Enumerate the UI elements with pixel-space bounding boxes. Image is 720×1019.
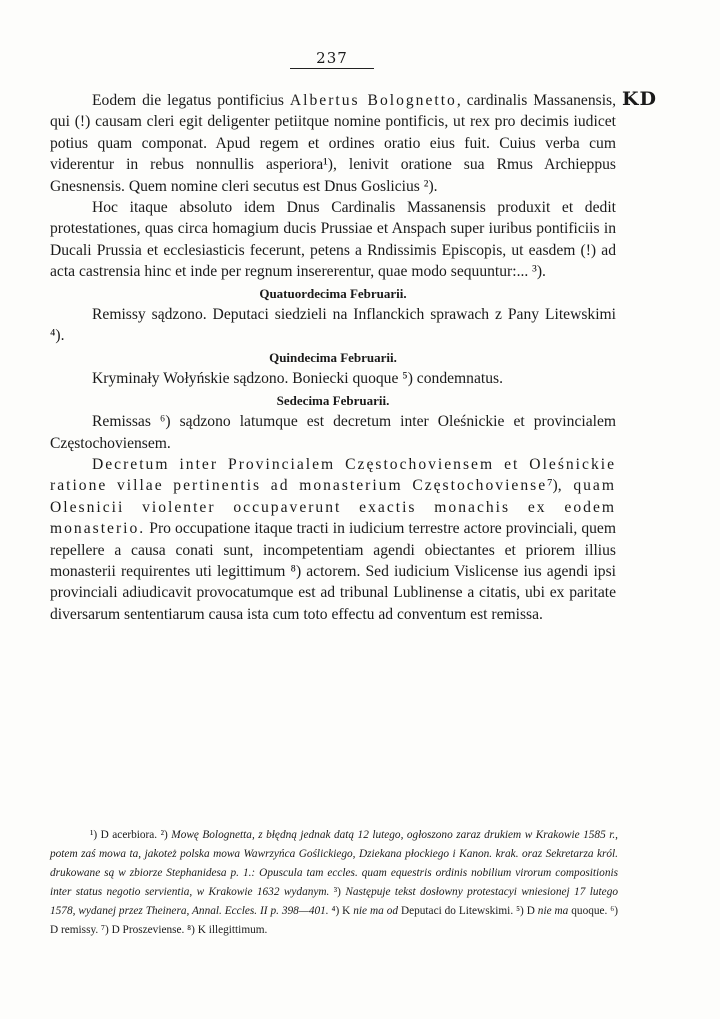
footnote-8: ⁸) K illegittimum. [184,924,268,936]
paragraph-2: Hoc itaque absoluto idem Dnus Cardinalis Massanensis produxit et dedit protestationes, quas circa homagium ducis Prussiae et Anspach super iuribus pontificiis in Ducali Prussia et ecclesiasticis fecerunt, petens a Rndissimis Episcopis, ut easdem (!) ad acta castrensia hinc et inde per regnum insererentur, quae modo sequuntur:... ³). [50,199,616,281]
footnote-2-num: ²) [160,829,172,841]
footnote-4-rest: Deputaci do Litewskimi. [398,905,514,917]
footnote-6: ⁶) D remissy. [50,905,618,936]
date-heading-16-feb: Sedecima Februarii. [276,392,390,408]
paragraph-1-start: Eodem die legatus pontificius [92,92,290,109]
date-heading-14-feb: Quatuordecima Februarii. [259,285,407,301]
decree-footnote-ref: ⁷) [547,477,558,495]
date-heading-15-feb: Quindecima Februarii. [269,349,397,365]
main-text [50,90,616,625]
paragraph-4: Kryminały Wołyńskie sądzono. Boniecki quoque ⁵) condemnatus. [92,370,503,388]
footnote-4-num: ⁴) K [328,905,354,917]
footnote-5-italic: nie ma [537,905,569,917]
decree-title-cont: , quam Olesnicii violenter occupaverunt exactis monachis ex eodem monasterio. [50,477,616,538]
footnote-2: Mowę Bolognetta, z błędną jednak datą 12 lutego, ogłoszono zaraz drukiem w Krakowie 1585 r., potem zaś mowa ta, jakotеż polska mowa Wawrzyńca Goślickiego, Dziekana płockiego i Kanon. krak. oraz Sekretarza król. drukowane są w zbiorze Stephanidesa p. 1.: Opuscula tam eccles. quam equestris ordinis nobilium virorum compositionis inter status negotio servientia, w Krakowie 1632 wydanym. [50,829,619,898]
decree-title: Decretum inter Provincialem Częstochoviensem et Oleśnickie ratione villae pertinentis ad monasterium Częstochoviense [50,455,616,495]
paragraph-6 [50,454,616,625]
legate-name: Albertus Bolognetto [289,92,457,109]
margin-mark: KD [622,88,657,110]
paragraph-3: Remissy sądzono. Deputaci siedzieli na Inflanckich sprawach z Pany Litewskimi ⁴). [50,306,616,345]
paragraph-5: Remissas ⁶) sądzono latumque est decretum inter Oleśnickie et provincialem Częstochoviensem. [50,413,616,452]
footnote-5-rest: quoque. [568,905,608,917]
paragraph-1-rest: , cardinalis Massanensis, qui (!) causam cleri egit deligenter petiitque nomine pontificis, ut rex pro decimis iudicet potius quam componat. Apud regem et ordines oratio eius fuit. Cuius verba cum viderentur in rebus nonnullis asperiora¹), lenivit oratione sua Rmus Archieppus Gnesnensis. Quem nomine cleri secutus est Dnus Goslicius ²). [50,92,617,195]
footnotes [50,826,618,940]
footnote-7: ⁷) D Proszeviense. [98,924,185,936]
paragraph-6-rest: Pro occupatione itaque tracti in iudicium terrestre actore provinciali, quem repellere a causa conati sunt, incompetentiam agendi obiectantes et priorem illius monasterii requirentes uti legittimum ⁸) actorem. Sed iudicium Vislicense ius agendi ipsi provinciali adiudicavit provocatumque est ad tribunal Lublinense a citatis, ubi ex paritate diversarum sententiarum causa ista cum toto effectu ad conventum est remissa. [50,520,616,623]
footnote-3: Następuje tekst dosłowny protestacyi wniesionej 17 lutego 1578, wydanej przez Theinera, Annal. Eccles. II p. 398—401. [50,886,618,917]
footnote-3-num: ³) [329,886,346,898]
paragraph-1 [50,90,616,197]
page-number: 237 [290,48,374,69]
footnote-4-italic: nie ma od [353,905,399,917]
footnote-1: ¹) D acerbiora. [90,829,158,841]
footnote-block [50,826,618,940]
footnote-5-num: ⁵) D [513,905,538,917]
